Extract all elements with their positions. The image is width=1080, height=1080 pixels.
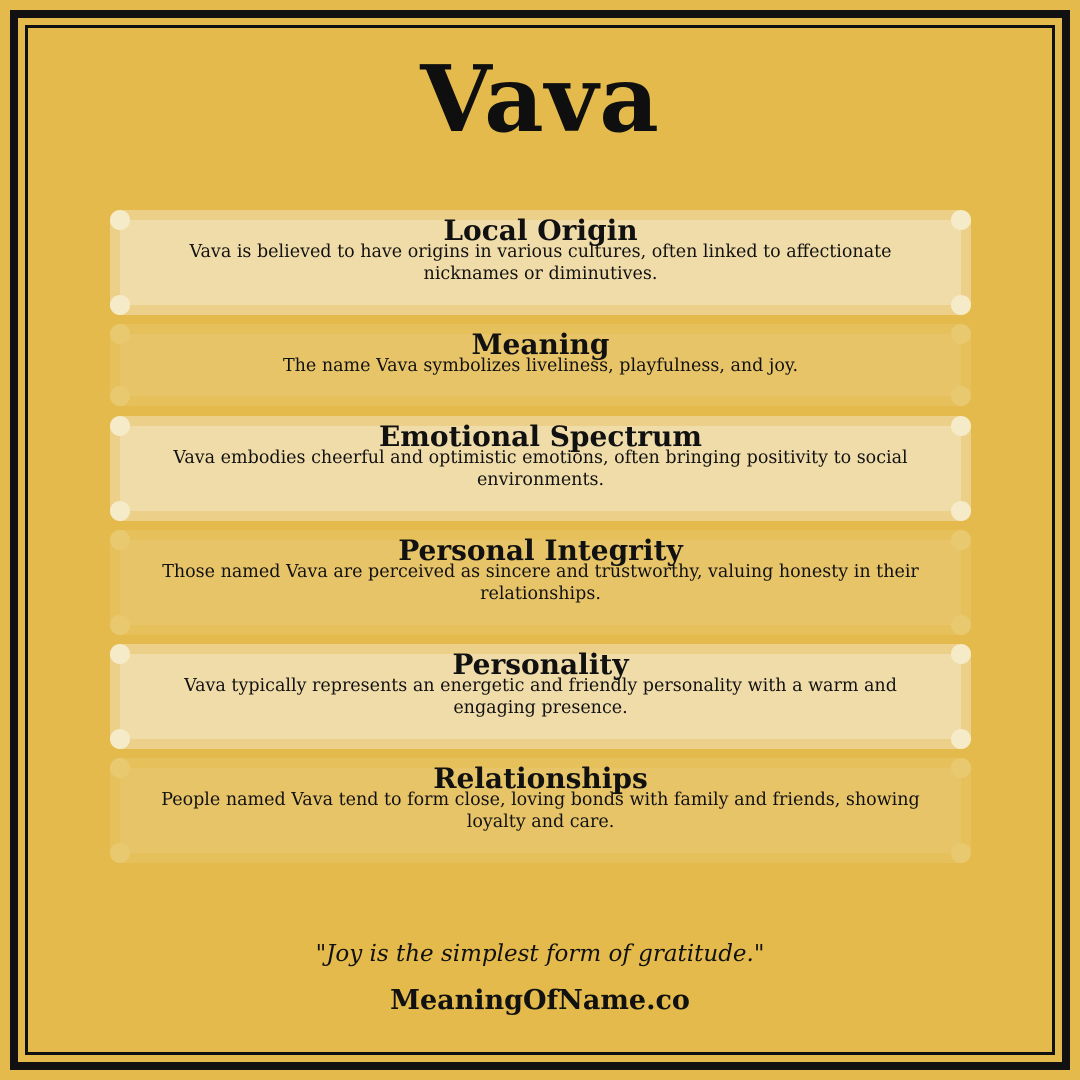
corner-dot xyxy=(951,295,971,315)
corner-dot xyxy=(951,386,971,406)
corner-dot xyxy=(110,386,130,406)
corner-dot xyxy=(951,729,971,749)
quote-text: "Joy is the simplest form of gratitude." xyxy=(315,941,765,967)
section-card-personality xyxy=(110,644,971,749)
brand-wordmark: MeaningOfName.co xyxy=(390,985,690,1016)
section-heading: Emotional Spectrum xyxy=(378,420,703,453)
section-card-relationships xyxy=(110,758,971,863)
section-card-local-origin xyxy=(110,210,971,315)
section-heading: Local Origin xyxy=(443,214,638,247)
corner-dot xyxy=(951,615,971,635)
corner-dot xyxy=(110,615,130,635)
section-text: People named Vava tend to form close, loving bonds with family and friends, showing loyalty and care. xyxy=(161,790,920,832)
section-card-meaning xyxy=(110,324,971,406)
section-heading: Personal Integrity xyxy=(398,534,683,567)
corner-dot xyxy=(110,501,130,521)
section-text: Vava embodies cheerful and optimistic emotions, often bringing positivity to social environments. xyxy=(173,448,908,490)
corner-dot xyxy=(110,843,130,863)
name-title: Vava xyxy=(420,45,660,153)
section-text: Vava is believed to have origins in various cultures, often linked to affectionate nicknames or diminutives. xyxy=(189,242,892,284)
section-text: Vava typically represents an energetic and friendly personality with a warm and engaging presence. xyxy=(184,676,897,718)
corner-dot xyxy=(951,843,971,863)
section-card-emotional-spectrum xyxy=(110,416,971,521)
corner-dot xyxy=(110,729,130,749)
corner-dot xyxy=(110,295,130,315)
section-heading: Personality xyxy=(452,648,629,681)
section-text: The name Vava symbolizes liveliness, playfulness, and joy. xyxy=(282,356,799,376)
section-heading: Meaning xyxy=(471,328,610,361)
section-text: Those named Vava are perceived as sincere and trustworthy, valuing honesty in their relationships. xyxy=(162,562,919,604)
section-card-personal-integrity xyxy=(110,530,971,635)
corner-dot xyxy=(951,501,971,521)
section-heading: Relationships xyxy=(433,762,648,795)
